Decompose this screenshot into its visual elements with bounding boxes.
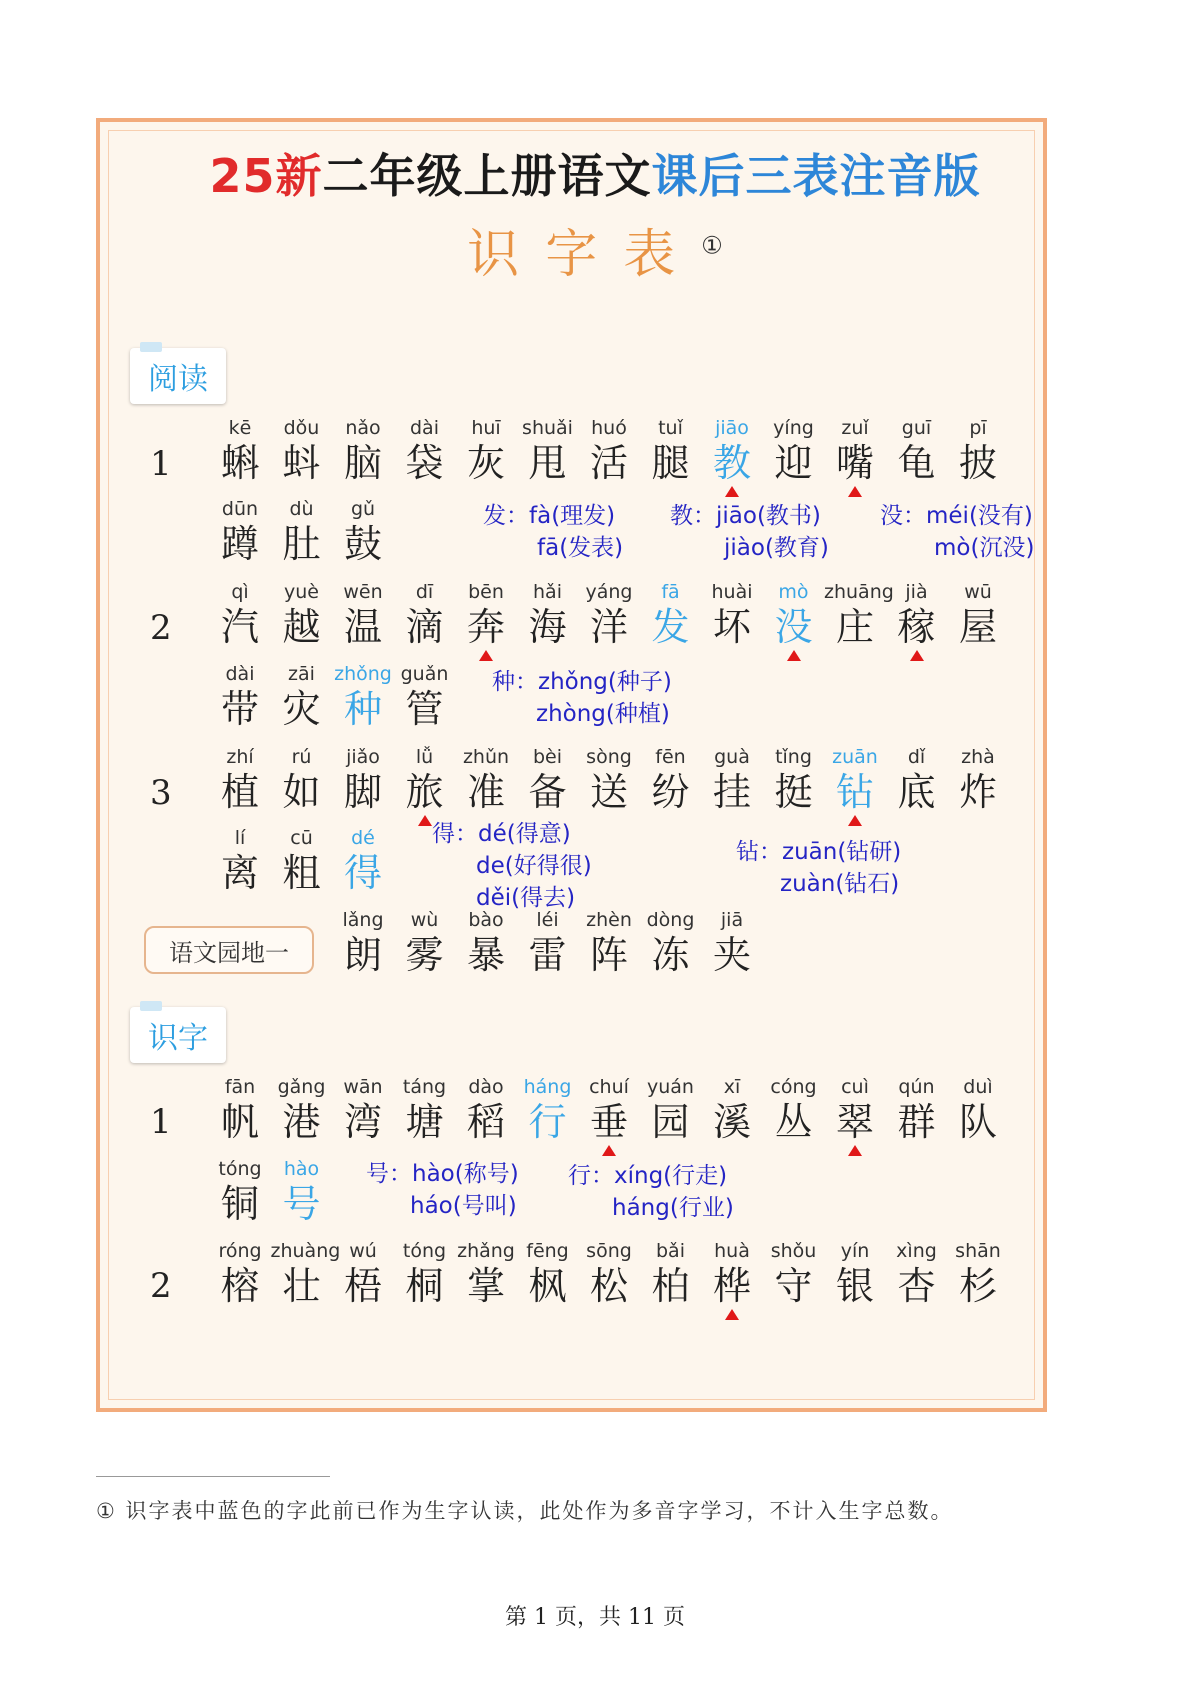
hanzi: 冻 xyxy=(651,933,690,977)
pinyin: yín xyxy=(840,1240,870,1262)
hanzi: 行 xyxy=(528,1100,567,1144)
pinyin: léi xyxy=(536,909,559,931)
pinyin: hào xyxy=(283,1158,320,1180)
character-cell xyxy=(824,580,894,650)
pinyin: yíng xyxy=(773,417,814,439)
pinyin: dài xyxy=(410,417,439,439)
pinyin: huī xyxy=(471,417,501,439)
character-cell xyxy=(332,1239,394,1309)
hanzi: 披 xyxy=(958,441,997,485)
hanzi: 海 xyxy=(528,605,567,649)
pinyin: duì xyxy=(963,1076,993,1098)
hanzi: 坏 xyxy=(712,605,751,649)
hanzi: 甩 xyxy=(528,441,567,485)
character-cell xyxy=(947,580,1009,650)
character-cell xyxy=(517,1239,579,1309)
hanzi: 脑 xyxy=(343,441,382,485)
pinyin: guà xyxy=(714,746,750,768)
polyphone-note-zuan: 钻：zuān(钻研) zuàn(钻石) xyxy=(736,839,902,897)
hanzi: 松 xyxy=(589,1264,628,1308)
red-triangle-mark-icon xyxy=(787,650,801,661)
hanzi: 迎 xyxy=(774,441,813,485)
pinyin: zhuàng xyxy=(270,1240,341,1262)
character-cell xyxy=(886,416,948,486)
pinyin: tóng xyxy=(402,1240,447,1262)
hanzi: 教 xyxy=(712,441,751,485)
character-cell xyxy=(517,745,579,815)
character-cell xyxy=(640,1075,702,1145)
character-cell xyxy=(517,908,579,978)
pinyin: bèi xyxy=(532,746,563,768)
hanzi: 庄 xyxy=(835,605,874,649)
pinyin: zhà xyxy=(961,746,995,768)
character-cell xyxy=(209,497,271,567)
character-cell xyxy=(455,1075,517,1145)
hanzi: 送 xyxy=(589,770,628,814)
pinyin: dé xyxy=(351,827,375,849)
pinyin: guǎn xyxy=(400,663,449,685)
character-cell xyxy=(886,580,948,650)
hanzi: 暴 xyxy=(466,933,505,977)
pinyin: zhèn xyxy=(586,909,632,931)
character-cell xyxy=(271,662,333,732)
hanzi: 银 xyxy=(835,1264,874,1308)
pinyin: dī xyxy=(415,581,434,603)
hanzi: 港 xyxy=(282,1100,321,1144)
table-title: 识字表① xyxy=(467,225,723,285)
pinyin: sòng xyxy=(586,746,632,768)
hanzi: 溪 xyxy=(712,1100,751,1144)
hanzi: 桦 xyxy=(712,1264,751,1308)
character-cell xyxy=(455,1239,517,1309)
polyphone-note-zhong: 种：zhǒng(种子) zhòng(种植) xyxy=(492,669,672,727)
hanzi: 园 xyxy=(651,1100,690,1144)
hanzi: 准 xyxy=(466,770,505,814)
pinyin: mò xyxy=(778,581,809,603)
character-cell xyxy=(947,416,1009,486)
pinyin: tǐng xyxy=(775,746,812,768)
character-cell xyxy=(455,580,517,650)
character-cell xyxy=(271,497,333,567)
pinyin: pī xyxy=(969,417,987,439)
pinyin: huài xyxy=(711,581,753,603)
character-cell xyxy=(271,745,333,815)
character-cell xyxy=(763,416,825,486)
character-cell xyxy=(947,1075,1009,1145)
character-cell xyxy=(332,745,394,815)
hanzi: 备 xyxy=(528,770,567,814)
red-triangle-mark-icon xyxy=(848,486,862,497)
pinyin: gǎng xyxy=(277,1076,326,1098)
character-cell xyxy=(886,1075,948,1145)
hanzi: 蹲 xyxy=(220,522,259,566)
hanzi: 稼 xyxy=(897,605,936,649)
hanzi: 阵 xyxy=(589,933,628,977)
pinyin: xī xyxy=(723,1076,741,1098)
character-cell xyxy=(701,908,763,978)
hanzi: 柏 xyxy=(651,1264,690,1308)
hanzi: 粗 xyxy=(282,851,321,895)
character-cell xyxy=(578,580,640,650)
pinyin: jiāo xyxy=(715,417,749,439)
hanzi: 帆 xyxy=(220,1100,259,1144)
hanzi: 温 xyxy=(343,605,382,649)
character-cell xyxy=(886,745,948,815)
polyphone-note-mo: 没：méi(没有) mò(沉没) xyxy=(880,503,1035,561)
hanzi: 雾 xyxy=(405,933,444,977)
pinyin: huó xyxy=(591,417,627,439)
section-tab-reading: 阅读 xyxy=(130,348,226,404)
pinyin: cóng xyxy=(770,1076,817,1098)
character-cell xyxy=(578,745,640,815)
pinyin: fēng xyxy=(526,1240,569,1262)
character-cell xyxy=(578,1239,640,1309)
footnote: ① 识字表中蓝色的字此前已作为生字认读，此处作为多音字学习，不计入生字总数。 xyxy=(96,1499,954,1523)
character-cell xyxy=(455,416,517,486)
pinyin: zāi xyxy=(288,663,315,685)
pinyin: hǎi xyxy=(533,581,562,603)
character-cell xyxy=(394,662,456,732)
pinyin: rú xyxy=(291,746,312,768)
character-cell xyxy=(394,1239,456,1309)
pinyin: huà xyxy=(714,1240,750,1262)
character-cell xyxy=(763,745,825,815)
hanzi: 洋 xyxy=(589,605,628,649)
hanzi: 活 xyxy=(589,441,628,485)
hanzi: 丛 xyxy=(774,1100,813,1144)
hanzi: 掌 xyxy=(466,1264,505,1308)
character-cell xyxy=(332,1075,394,1145)
pinyin: cuì xyxy=(841,1076,869,1098)
hanzi: 翠 xyxy=(835,1100,874,1144)
hanzi: 奔 xyxy=(466,605,505,649)
hanzi: 壮 xyxy=(282,1264,321,1308)
hanzi: 号 xyxy=(282,1182,321,1226)
hanzi: 守 xyxy=(774,1264,813,1308)
hanzi: 屋 xyxy=(958,605,997,649)
pinyin: lǚ xyxy=(415,746,434,768)
hanzi: 枫 xyxy=(528,1264,567,1308)
character-cell xyxy=(209,1075,271,1145)
pinyin: yuè xyxy=(284,581,319,603)
pinyin: qì xyxy=(231,581,249,603)
character-cell xyxy=(332,826,394,896)
pinyin: lǎng xyxy=(342,909,384,931)
pinyin: sōng xyxy=(586,1240,632,1262)
hanzi: 龟 xyxy=(897,441,936,485)
pinyin: wù xyxy=(410,909,439,931)
footnote-divider xyxy=(96,1476,330,1477)
pinyin: dài xyxy=(225,663,255,685)
hanzi: 得 xyxy=(343,851,382,895)
pinyin: shān xyxy=(955,1240,1001,1262)
pinyin: bǎi xyxy=(656,1240,685,1262)
hanzi: 底 xyxy=(897,770,936,814)
pinyin: zuǐ xyxy=(841,417,869,439)
character-cell xyxy=(271,1157,333,1227)
pinyin: fān xyxy=(224,1076,256,1098)
character-cell xyxy=(455,908,517,978)
character-cell xyxy=(394,908,456,978)
polyphone-note-hao: 号：hào(称号) háo(号叫) xyxy=(366,1161,519,1219)
lesson-number: 1 xyxy=(150,444,172,484)
hanzi: 带 xyxy=(220,687,259,731)
hanzi: 嘴 xyxy=(835,441,874,485)
hanzi: 脚 xyxy=(343,770,382,814)
hanzi: 队 xyxy=(958,1100,997,1144)
character-cell xyxy=(271,826,333,896)
hanzi: 灾 xyxy=(282,687,321,731)
character-cell xyxy=(332,416,394,486)
pinyin: cū xyxy=(290,827,313,849)
pinyin: dào xyxy=(468,1076,504,1098)
pinyin: chuí xyxy=(589,1076,629,1098)
character-cell xyxy=(701,745,763,815)
hanzi: 滴 xyxy=(405,605,444,649)
hanzi: 垂 xyxy=(589,1100,628,1144)
red-triangle-mark-icon xyxy=(725,1309,739,1320)
hanzi: 离 xyxy=(220,851,259,895)
character-cell xyxy=(270,1239,341,1309)
hanzi: 挂 xyxy=(712,770,751,814)
pinyin: jiā xyxy=(720,909,744,931)
character-cell xyxy=(209,1239,271,1309)
hanzi: 发 xyxy=(651,605,690,649)
pinyin: shǒu xyxy=(770,1240,817,1262)
character-cell xyxy=(763,1239,825,1309)
character-cell xyxy=(701,1075,763,1145)
polyphone-note-fa: 发：fà(理发) fā(发表) xyxy=(483,503,624,561)
pinyin: zhuāng xyxy=(824,581,894,603)
character-cell xyxy=(824,1239,886,1309)
lesson-number: 1 xyxy=(150,1102,172,1142)
character-cell xyxy=(209,416,271,486)
character-cell xyxy=(947,1239,1009,1309)
pinyin: róng xyxy=(218,1240,262,1262)
pinyin: xìng xyxy=(896,1240,937,1262)
pinyin: tuǐ xyxy=(658,417,683,439)
character-cell xyxy=(271,416,333,486)
hanzi: 雷 xyxy=(528,933,567,977)
character-cell xyxy=(701,580,763,650)
pinyin: zhǒng xyxy=(334,663,392,685)
red-triangle-mark-icon xyxy=(418,815,432,826)
red-triangle-mark-icon xyxy=(848,1145,862,1156)
pinyin: lí xyxy=(234,827,246,849)
character-cell xyxy=(332,580,394,650)
hanzi: 铜 xyxy=(220,1182,259,1226)
hanzi: 灰 xyxy=(466,441,505,485)
character-cell xyxy=(209,580,271,650)
pinyin: bēn xyxy=(468,581,504,603)
character-cell xyxy=(640,1239,702,1309)
character-cell xyxy=(578,416,640,486)
pinyin: zhí xyxy=(226,746,254,768)
polyphone-note-de: 得：dé(得意) de(好得很) děi(得去) xyxy=(432,821,592,911)
hanzi: 袋 xyxy=(405,441,444,485)
pinyin: wān xyxy=(343,1076,383,1098)
pinyin: shuǎi xyxy=(522,417,573,439)
pinyin: qún xyxy=(898,1076,935,1098)
page-title: 25新二年级上册语文课后三表注音版 xyxy=(209,149,981,203)
character-cell xyxy=(763,1075,825,1145)
character-cell xyxy=(209,662,271,732)
character-cell xyxy=(701,1239,763,1309)
footnote-marker: ① xyxy=(701,231,723,260)
pinyin: tóng xyxy=(218,1158,262,1180)
character-cell xyxy=(701,416,763,486)
character-cell xyxy=(517,416,579,486)
hanzi: 杉 xyxy=(958,1264,997,1308)
character-cell xyxy=(271,1075,333,1145)
character-cell xyxy=(517,1075,579,1145)
pinyin: wēn xyxy=(343,581,383,603)
hanzi: 种 xyxy=(343,687,382,731)
hanzi: 朗 xyxy=(343,933,382,977)
character-cell xyxy=(332,908,394,978)
hanzi: 梧 xyxy=(343,1264,382,1308)
polyphone-note-xing: 行：xíng(行走) háng(行业) xyxy=(568,1163,734,1221)
pinyin: zhǎng xyxy=(457,1240,515,1262)
character-cell xyxy=(517,580,579,650)
pinyin: wū xyxy=(964,581,992,603)
hanzi: 杏 xyxy=(897,1264,936,1308)
pinyin: bào xyxy=(468,909,504,931)
character-cell xyxy=(394,745,456,815)
red-triangle-mark-icon xyxy=(479,650,493,661)
hanzi: 腿 xyxy=(651,441,690,485)
red-triangle-mark-icon xyxy=(725,486,739,497)
character-cell xyxy=(947,745,1009,815)
hanzi: 塘 xyxy=(405,1100,444,1144)
hanzi: 纷 xyxy=(651,770,690,814)
pinyin: dǒu xyxy=(283,417,320,439)
lesson-number: 2 xyxy=(150,1266,172,1306)
pinyin: yáng xyxy=(585,581,633,603)
pinyin: zhǔn xyxy=(462,746,510,768)
hanzi: 如 xyxy=(282,770,321,814)
section-tab-garden: 语文园地一 xyxy=(144,926,314,974)
page-number: 第 1 页，共 11 页 xyxy=(505,1605,685,1630)
character-cell xyxy=(578,1075,640,1145)
character-cell xyxy=(640,745,702,815)
character-cell xyxy=(394,416,456,486)
character-cell xyxy=(209,1157,271,1227)
pinyin: wú xyxy=(349,1240,377,1262)
hanzi: 汽 xyxy=(220,605,259,649)
pinyin: gǔ xyxy=(350,498,376,520)
character-cell xyxy=(394,1075,456,1145)
character-cell xyxy=(824,1075,886,1145)
character-cell xyxy=(763,580,825,650)
red-triangle-mark-icon xyxy=(848,815,862,826)
character-cell xyxy=(640,580,702,650)
hanzi: 挺 xyxy=(774,770,813,814)
character-cell xyxy=(578,908,640,978)
red-triangle-mark-icon xyxy=(602,1145,616,1156)
hanzi: 鼓 xyxy=(343,522,382,566)
hanzi: 越 xyxy=(282,605,321,649)
character-cell xyxy=(271,580,333,650)
pinyin: dǐ xyxy=(907,746,926,768)
pinyin: táng xyxy=(402,1076,447,1098)
character-cell xyxy=(640,908,702,978)
hanzi: 蚪 xyxy=(282,441,321,485)
red-triangle-mark-icon xyxy=(910,650,924,661)
hanzi: 钻 xyxy=(835,770,874,814)
hanzi: 炸 xyxy=(958,770,997,814)
hanzi: 稻 xyxy=(466,1100,505,1144)
hanzi: 蝌 xyxy=(220,441,259,485)
pinyin: yuán xyxy=(647,1076,694,1098)
pinyin: fā xyxy=(661,581,680,603)
hanzi: 肚 xyxy=(282,522,321,566)
pinyin: dù xyxy=(289,498,314,520)
character-cell xyxy=(332,497,394,567)
pinyin: dūn xyxy=(221,498,259,520)
polyphone-note-jiao: 教：jiāo(教书) jiào(教育) xyxy=(670,503,829,561)
lesson-number: 3 xyxy=(150,773,172,813)
pinyin: nǎo xyxy=(345,417,381,439)
section-tab-literacy: 识字 xyxy=(130,1007,226,1063)
character-cell xyxy=(394,580,456,650)
pinyin: guī xyxy=(901,417,932,439)
character-cell xyxy=(886,1239,948,1309)
pinyin: zuān xyxy=(832,746,878,768)
hanzi: 管 xyxy=(405,687,444,731)
hanzi: 榕 xyxy=(220,1264,259,1308)
character-cell xyxy=(824,416,886,486)
lesson-number: 2 xyxy=(150,608,172,648)
pinyin: jià xyxy=(905,581,928,603)
character-cell xyxy=(209,826,271,896)
hanzi: 湾 xyxy=(343,1100,382,1144)
pinyin: jiǎo xyxy=(346,746,380,768)
pinyin: háng xyxy=(523,1076,572,1098)
character-cell xyxy=(332,662,394,732)
hanzi: 没 xyxy=(774,605,813,649)
hanzi: 群 xyxy=(897,1100,936,1144)
character-cell xyxy=(640,416,702,486)
hanzi: 旅 xyxy=(405,770,444,814)
pinyin: fēn xyxy=(655,746,686,768)
character-cell xyxy=(209,745,271,815)
pinyin: dòng xyxy=(646,909,695,931)
hanzi: 桐 xyxy=(405,1264,444,1308)
character-cell xyxy=(455,745,517,815)
pinyin: kē xyxy=(228,417,252,439)
hanzi: 夹 xyxy=(712,933,751,977)
character-cell xyxy=(824,745,886,815)
hanzi: 植 xyxy=(220,770,259,814)
